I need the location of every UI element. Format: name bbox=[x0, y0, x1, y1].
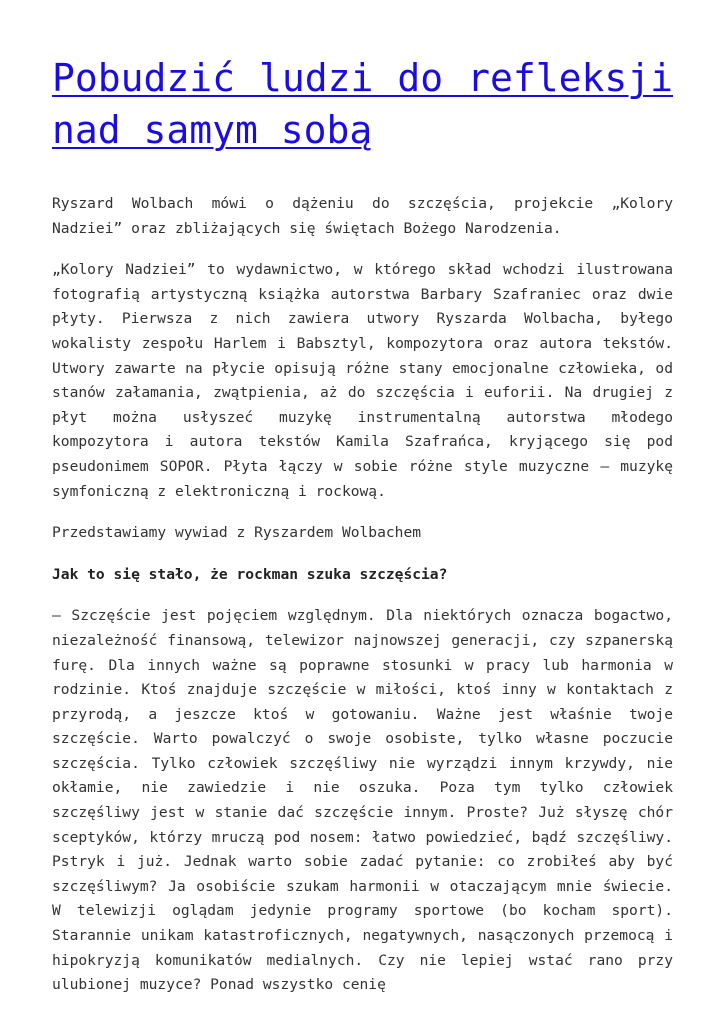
body-paragraph: „Kolory Nadziei” to wydawnictwo, w którego skład wchodzi ilustrowana fotografią artystyczną książka autorstwa Barbary Szafraniec oraz dwie płyty. Pierwsza z nich zawiera utwory Ryszarda Wolbacha, byłego wokalisty zespołu Harlem i Babsztyl, kompozytora oraz autora tekstów. Utwory zawarte na płycie opisują różne stany emocjonalne człowieka, od stanów załamania, zwątpienia, aż do szczęścia i euforii. Na drugiej z płyt można usłyszeć muzykę instrumentalną autorstwa młodego kompozytora i autora tekstów Kamila Szafrańca, kryjącego się pod pseudonimem SOPOR. Płyta łączy w sobie różne style muzyczne – muzykę symfoniczną z elektroniczną i rockową. bbox=[52, 261, 673, 500]
article bbox=[52, 52, 673, 1015]
article-title bbox=[52, 52, 673, 156]
article-title-link[interactable]: Pobudzić ludzi do refleksji nad samym sobą bbox=[52, 56, 673, 152]
interview-question: Jak to się stało, że rockman szuka szczęścia? bbox=[52, 565, 448, 583]
lead-paragraph: Ryszard Wolbach mówi o dążeniu do szczęścia, projekcie „Kolory Nadziei” oraz zbliżających się świętach Bożego Narodzenia. bbox=[52, 195, 673, 237]
interview-answer: – Szczęście jest pojęciem względnym. Dla niektórych oznacza bogactwo, niezależność finansową, telewizor najnowszej generacji, czy szpanerską furę. Dla innych ważne są poprawne stosunki w pracy lub harmonia w rodzinie. Ktoś znajduje szczęście w miłości, ktoś inny w kontaktach z przyrodą, a jeszcze ktoś w gotowaniu. Ważne jest właśnie twoje szczęście. Warto powalczyć o swoje osobiste, tylko własne poczucie szczęścia. Tylko człowiek szczęśliwy nie wyrządzi innym krzywdy, nie okłamie, nie zawiedzie i nie oszuka. Poza tym tylko człowiek szczęśliwy jest w stanie dać szczęście innym. Proste? Już słyszę chór sceptyków, którzy mruczą pod nosem: łatwo powiedzieć, bądź szczęśliwy. Pstryk i już. Jednak warto sobie zadać pytanie: co zrobiłeś aby być szczęśliwym? Ja osobiście szukam harmonii w otaczającym mnie świecie. W telewizji oglądam jedynie programy sportowe (bo kocham sport). Starannie unikam katastroficznych, negatywnych, nasączonych przemocą i hipokryzją komunikatów medialnych. Czy nie lepiej wstać rano przy ulubionej muzyce? Ponad wszystko cenię bbox=[52, 607, 673, 994]
interview-intro: Przedstawiamy wywiad z Ryszardem Wolbachem bbox=[52, 524, 422, 542]
